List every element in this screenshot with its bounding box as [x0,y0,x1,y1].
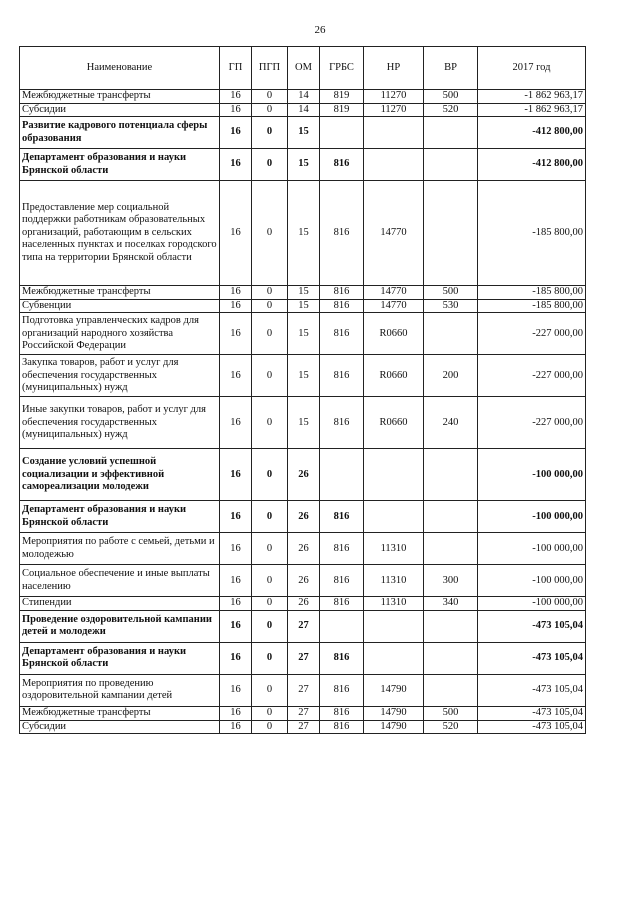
cell-pgp: 0 [252,355,288,397]
cell-om: 15 [288,149,320,181]
cell-vr: 340 [424,597,478,611]
cell-nr [364,610,424,642]
cell-vr [424,149,478,181]
cell-om: 26 [288,501,320,533]
cell-om: 27 [288,642,320,674]
cell-gp: 16 [220,642,252,674]
cell-grbs: 816 [320,355,364,397]
cell-vr: 500 [424,706,478,720]
cell-pgp: 0 [252,597,288,611]
cell-pgp: 0 [252,449,288,501]
table-row [20,286,586,300]
table-row [20,642,586,674]
cell-vr [424,533,478,565]
col-header-name: Наименование [20,47,220,90]
cell-gp: 16 [220,565,252,597]
cell-grbs: 816 [320,720,364,734]
cell-nr: 14790 [364,706,424,720]
cell-nr: 11310 [364,565,424,597]
cell-gp: 16 [220,286,252,300]
cell-gp: 16 [220,610,252,642]
cell-grbs: 816 [320,181,364,286]
cell-vr [424,674,478,706]
cell-nr [364,642,424,674]
cell-pgp: 0 [252,397,288,449]
cell-vr [424,181,478,286]
cell-vr [424,501,478,533]
cell-gp: 16 [220,706,252,720]
cell-om: 15 [288,313,320,355]
table-row [20,299,586,313]
cell-om: 15 [288,181,320,286]
cell-nr: 14790 [364,674,424,706]
cell-gp: 16 [220,501,252,533]
cell-vr: 300 [424,565,478,597]
cell-grbs: 816 [320,642,364,674]
cell-amount: -227 000,00 [478,355,586,397]
cell-grbs: 816 [320,313,364,355]
cell-vr [424,610,478,642]
cell-nr: 14790 [364,720,424,734]
cell-om: 27 [288,720,320,734]
cell-om: 26 [288,597,320,611]
cell-name: Мероприятия по работе с семьей, детьми и молодежью [20,533,220,565]
cell-grbs: 816 [320,597,364,611]
cell-nr: 14770 [364,299,424,313]
cell-name: Закупка товаров, работ и услуг для обеспечения государственных (муниципальных) нужд [20,355,220,397]
cell-om: 14 [288,90,320,104]
cell-amount: -100 000,00 [478,597,586,611]
cell-amount: -473 105,04 [478,610,586,642]
table-row [20,397,586,449]
cell-nr [364,501,424,533]
cell-amount: -473 105,04 [478,720,586,734]
col-header-nr: НР [364,47,424,90]
col-header-pgp: ПГП [252,47,288,90]
cell-vr [424,313,478,355]
cell-vr [424,642,478,674]
col-header-gp: ГП [220,47,252,90]
cell-pgp: 0 [252,286,288,300]
cell-grbs: 816 [320,149,364,181]
cell-nr: 14770 [364,286,424,300]
table-row [20,90,586,104]
cell-grbs: 816 [320,565,364,597]
cell-name: Создание условий успешной социализации и эффективной самореализации молодежи [20,449,220,501]
cell-om: 27 [288,706,320,720]
cell-nr: 11310 [364,597,424,611]
cell-grbs [320,449,364,501]
cell-name: Департамент образования и науки Брянской области [20,501,220,533]
cell-grbs: 816 [320,674,364,706]
cell-name: Подготовка управленческих кадров для организаций народного хозяйства Российской Федерации [20,313,220,355]
cell-amount: -473 105,04 [478,642,586,674]
cell-vr: 500 [424,286,478,300]
cell-pgp: 0 [252,706,288,720]
cell-amount: -473 105,04 [478,706,586,720]
cell-gp: 16 [220,397,252,449]
cell-pgp: 0 [252,313,288,355]
cell-om: 15 [288,299,320,313]
cell-gp: 16 [220,449,252,501]
cell-vr [424,117,478,149]
cell-pgp: 0 [252,299,288,313]
cell-name: Департамент образования и науки Брянской области [20,149,220,181]
cell-pgp: 0 [252,565,288,597]
cell-pgp: 0 [252,533,288,565]
table-row [20,565,586,597]
cell-om: 27 [288,610,320,642]
cell-gp: 16 [220,90,252,104]
cell-nr: 11270 [364,103,424,117]
cell-name: Стипендии [20,597,220,611]
cell-name: Развитие кадрового потенциала сферы образования [20,117,220,149]
table-row [20,706,586,720]
cell-nr [364,117,424,149]
cell-om: 14 [288,103,320,117]
table-row [20,449,586,501]
cell-name: Иные закупки товаров, работ и услуг для обеспечения государственных (муниципальных) нужд [20,397,220,449]
cell-grbs: 819 [320,90,364,104]
cell-name: Межбюджетные трансферты [20,90,220,104]
table-row [20,674,586,706]
cell-name: Субвенции [20,299,220,313]
cell-amount: -1 862 963,17 [478,103,586,117]
cell-gp: 16 [220,674,252,706]
cell-amount: -412 800,00 [478,149,586,181]
cell-vr: 200 [424,355,478,397]
cell-grbs: 816 [320,299,364,313]
cell-nr: R0660 [364,313,424,355]
table-header-row [20,47,586,90]
cell-name: Социальное обеспечение и иные выплаты населению [20,565,220,597]
cell-gp: 16 [220,533,252,565]
cell-nr: R0660 [364,397,424,449]
cell-grbs [320,117,364,149]
cell-amount: -412 800,00 [478,117,586,149]
cell-vr: 500 [424,90,478,104]
cell-gp: 16 [220,597,252,611]
col-header-om: ОМ [288,47,320,90]
cell-pgp: 0 [252,117,288,149]
cell-gp: 16 [220,313,252,355]
cell-pgp: 0 [252,90,288,104]
cell-amount: -100 000,00 [478,449,586,501]
cell-gp: 16 [220,355,252,397]
cell-om: 26 [288,449,320,501]
cell-nr: 14770 [364,181,424,286]
cell-amount: -227 000,00 [478,397,586,449]
cell-gp: 16 [220,720,252,734]
cell-pgp: 0 [252,674,288,706]
cell-amount: -100 000,00 [478,533,586,565]
cell-nr: 11310 [364,533,424,565]
cell-pgp: 0 [252,149,288,181]
cell-om: 15 [288,117,320,149]
cell-grbs: 819 [320,103,364,117]
cell-amount: -100 000,00 [478,565,586,597]
table-row [20,149,586,181]
cell-amount: -473 105,04 [478,674,586,706]
budget-table [19,46,586,734]
cell-gp: 16 [220,299,252,313]
cell-name: Субсидии [20,720,220,734]
cell-amount: -1 862 963,17 [478,90,586,104]
cell-vr: 240 [424,397,478,449]
cell-grbs: 816 [320,533,364,565]
cell-amount: -185 800,00 [478,299,586,313]
cell-om: 15 [288,397,320,449]
cell-name: Предоставление мер социальной поддержки работникам образовательных организаций, работающим в сельских населенных пунктах и поселках городского типа на территории Брянской области [20,181,220,286]
cell-om: 15 [288,355,320,397]
cell-grbs: 816 [320,286,364,300]
table-row [20,501,586,533]
cell-name: Департамент образования и науки Брянской области [20,642,220,674]
cell-pgp: 0 [252,103,288,117]
cell-amount: -227 000,00 [478,313,586,355]
table-row [20,103,586,117]
cell-grbs [320,610,364,642]
cell-om: 26 [288,533,320,565]
cell-pgp: 0 [252,181,288,286]
cell-grbs: 816 [320,501,364,533]
cell-pgp: 0 [252,720,288,734]
table-row [20,610,586,642]
cell-pgp: 0 [252,501,288,533]
cell-name: Мероприятия по проведению оздоровительной кампании детей [20,674,220,706]
table-row [20,313,586,355]
cell-nr: R0660 [364,355,424,397]
cell-grbs: 816 [320,706,364,720]
page-number: 26 [314,24,326,36]
table-row [20,533,586,565]
cell-om: 26 [288,565,320,597]
cell-amount: -185 800,00 [478,181,586,286]
cell-om: 27 [288,674,320,706]
table-row [20,720,586,734]
cell-nr: 11270 [364,90,424,104]
cell-pgp: 0 [252,642,288,674]
cell-name: Проведение оздоровительной кампании детей и молодежи [20,610,220,642]
cell-vr: 520 [424,720,478,734]
cell-name: Межбюджетные трансферты [20,706,220,720]
col-header-vr: ВР [424,47,478,90]
cell-grbs: 816 [320,397,364,449]
cell-vr: 530 [424,299,478,313]
cell-name: Субсидии [20,103,220,117]
cell-gp: 16 [220,103,252,117]
cell-gp: 16 [220,149,252,181]
table-row [20,355,586,397]
cell-name: Межбюджетные трансферты [20,286,220,300]
col-header-year: 2017 год [478,47,586,90]
cell-vr: 520 [424,103,478,117]
cell-gp: 16 [220,117,252,149]
cell-om: 15 [288,286,320,300]
col-header-grbs: ГРБС [320,47,364,90]
table-row [20,181,586,286]
cell-amount: -100 000,00 [478,501,586,533]
cell-nr [364,449,424,501]
cell-pgp: 0 [252,610,288,642]
cell-amount: -185 800,00 [478,286,586,300]
cell-vr [424,449,478,501]
table-row [20,117,586,149]
cell-gp: 16 [220,181,252,286]
cell-nr [364,149,424,181]
table-row [20,597,586,611]
